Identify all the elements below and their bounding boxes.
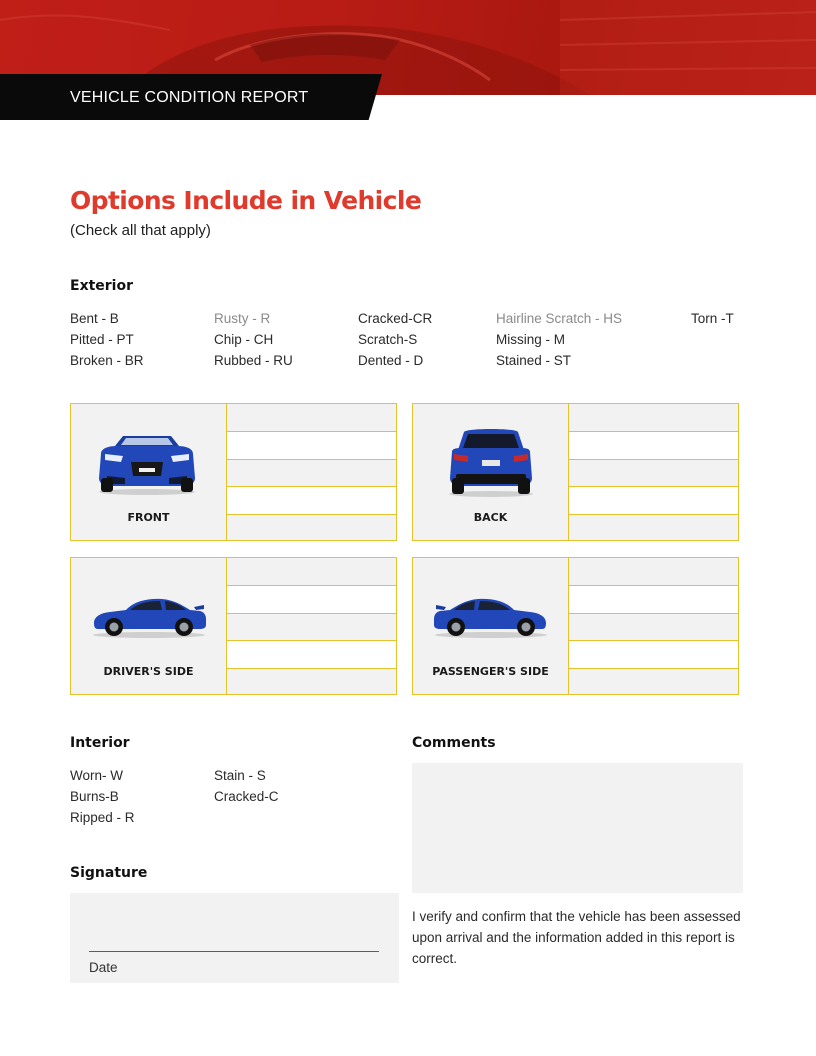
- note-row[interactable]: [227, 432, 396, 460]
- car-driver-side-icon: [90, 595, 208, 639]
- report-title: VEHICLE CONDITION REPORT: [70, 89, 309, 106]
- comments-title: Comments: [412, 735, 496, 751]
- car-passenger-side-icon: [432, 595, 550, 639]
- verification-text: I verify and confirm that the vehicle has been assessed upon arrival and the information added in this report is correct.: [412, 909, 741, 966]
- exterior-option: Dented - D: [358, 353, 424, 368]
- drivers-side-view: [71, 558, 227, 694]
- note-row[interactable]: [227, 404, 396, 432]
- note-row[interactable]: [569, 460, 738, 487]
- exterior-option: Missing - M: [496, 332, 566, 347]
- interior-title: Interior: [70, 735, 130, 751]
- note-row[interactable]: [569, 432, 738, 460]
- exterior-option: Rusty - R: [214, 311, 271, 326]
- note-row[interactable]: [227, 487, 396, 515]
- exterior-option: Scratch-S: [358, 332, 418, 347]
- drivers-side-label: DRIVER'S SIDE: [103, 665, 194, 678]
- exterior-option: Rubbed - RU: [214, 353, 293, 368]
- note-row[interactable]: [569, 641, 738, 669]
- exterior-option: Broken - BR: [70, 353, 144, 368]
- passengers-side-label: PASSENGER'S SIDE: [432, 665, 549, 678]
- exterior-option: Bent - B: [70, 311, 119, 326]
- back-view: [413, 404, 569, 540]
- front-notes: [227, 404, 396, 540]
- exterior-option: Hairline Scratch - HS: [496, 311, 623, 326]
- passengers-side-notes: [569, 558, 738, 694]
- note-row[interactable]: [569, 586, 738, 614]
- note-row[interactable]: [569, 614, 738, 641]
- exterior-option: Chip - CH: [214, 332, 274, 347]
- exterior-option: Pitted - PT: [70, 332, 134, 347]
- back-notes: [569, 404, 738, 540]
- interior-option: Ripped - R: [70, 810, 135, 825]
- note-row[interactable]: [227, 586, 396, 614]
- signature-title: Signature: [70, 865, 148, 881]
- note-row[interactable]: [569, 558, 738, 586]
- exterior-option: Cracked-CR: [358, 311, 433, 326]
- front-view: [71, 404, 227, 540]
- back-panel: [412, 403, 739, 541]
- exterior-option: Torn -T: [691, 311, 734, 326]
- exterior-option: Stained - ST: [496, 353, 572, 368]
- passengers-side-view: [413, 558, 569, 694]
- exterior-title: Exterior: [70, 278, 134, 294]
- passengers-side-panel: [412, 557, 739, 695]
- front-panel: [70, 403, 397, 541]
- interior-option: Stain - S: [214, 768, 266, 783]
- drivers-side-panel: [70, 557, 397, 695]
- interior-option: Worn- W: [70, 768, 123, 783]
- signature-box[interactable]: [70, 893, 399, 983]
- note-row[interactable]: [227, 515, 396, 540]
- back-label: BACK: [473, 511, 508, 524]
- note-row[interactable]: [569, 515, 738, 540]
- interior-option: Burns-B: [70, 789, 119, 804]
- note-row[interactable]: [227, 558, 396, 586]
- note-row[interactable]: [569, 487, 738, 515]
- date-label: Date: [89, 960, 118, 975]
- front-label: FRONT: [127, 511, 170, 524]
- note-row[interactable]: [227, 669, 396, 694]
- note-row[interactable]: [227, 614, 396, 641]
- drivers-side-notes: [227, 558, 396, 694]
- options-subheading: (Check all that apply): [70, 222, 211, 239]
- signature-line: [89, 951, 379, 952]
- note-row[interactable]: [227, 641, 396, 669]
- interior-option: Cracked-C: [214, 789, 279, 804]
- note-row[interactable]: [569, 404, 738, 432]
- options-heading: Options Include in Vehicle: [70, 186, 422, 215]
- note-row[interactable]: [227, 460, 396, 487]
- comments-box[interactable]: [412, 763, 743, 893]
- car-front-icon: [95, 432, 199, 496]
- car-back-icon: [446, 426, 536, 498]
- note-row[interactable]: [569, 669, 738, 694]
